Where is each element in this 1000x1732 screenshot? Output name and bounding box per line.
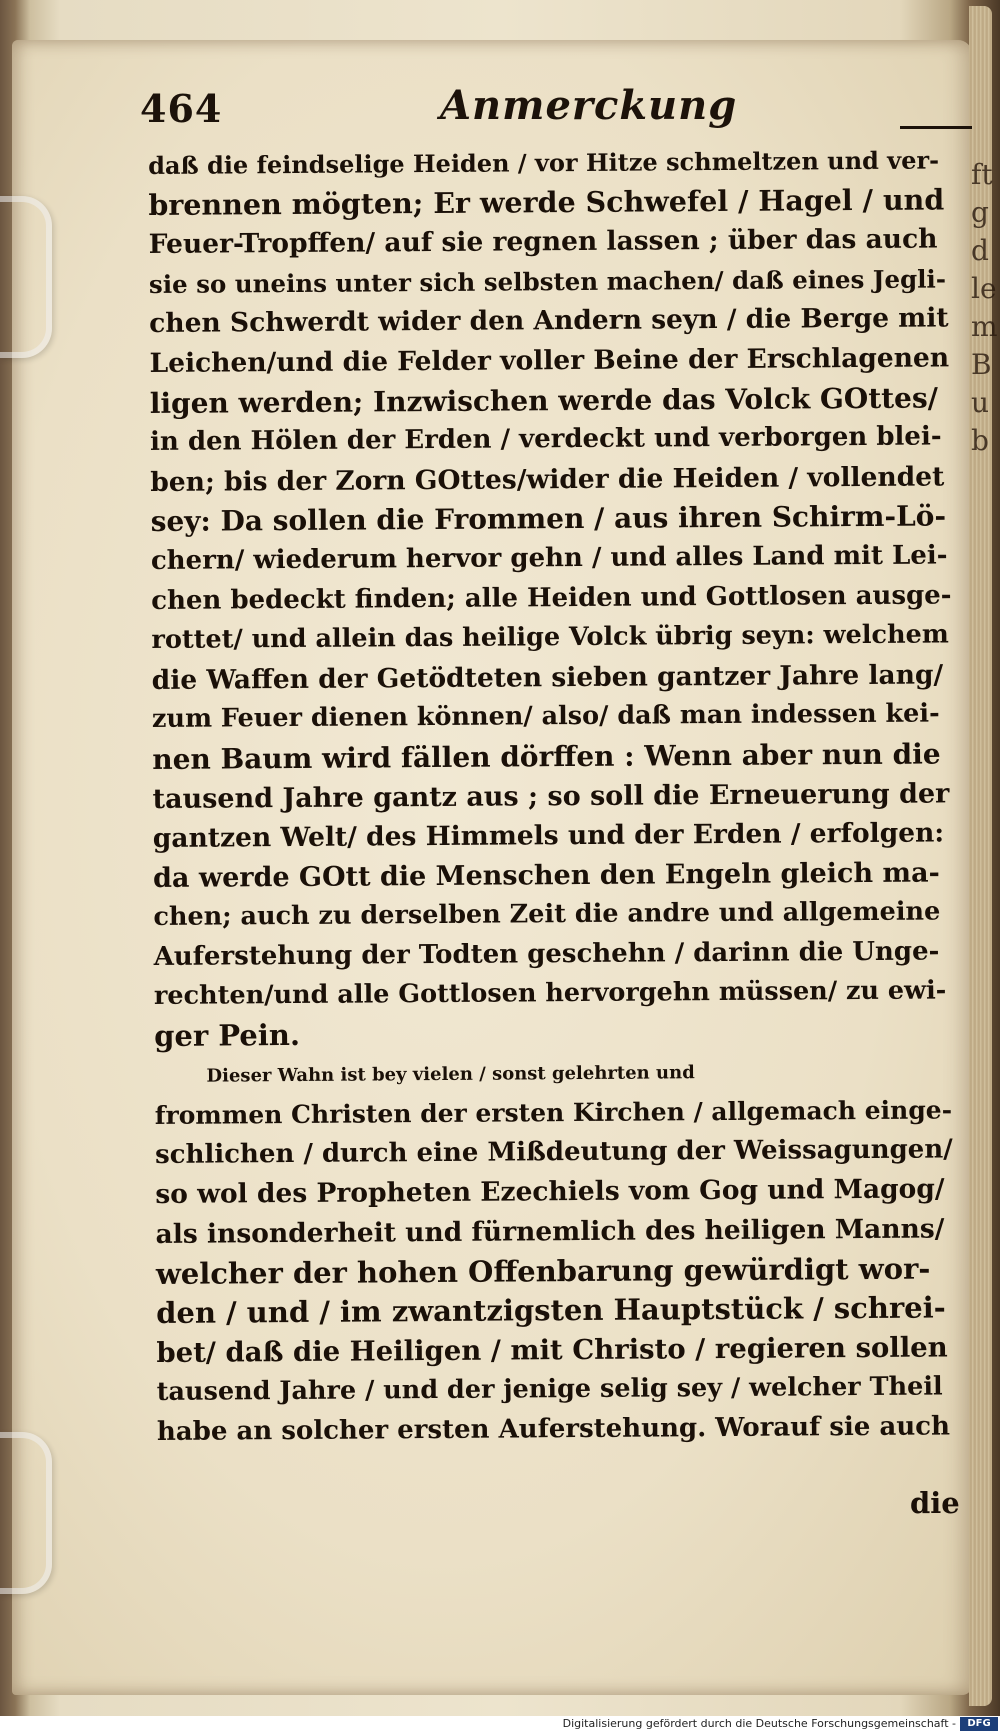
text-line: bet/ daß die Heiligen / mit Christo / regieren sollen xyxy=(156,1331,948,1369)
body-text xyxy=(148,140,957,1452)
text-line: in den Hölen der Erden / verdeckt und verborgen blei- xyxy=(149,421,942,458)
header-rule xyxy=(900,126,972,129)
digitization-credit: Digitalisierung gefördert durch die Deutsche Forschungsgemeinschaft - xyxy=(562,1717,956,1730)
text-line: chen Schwerdt wider den Andern seyn / die Berge mit xyxy=(149,302,949,340)
catchword: die xyxy=(910,1486,960,1520)
text-line: schlichen / durch eine Mißdeutung der Weissagungen/ xyxy=(154,1134,953,1170)
page-header xyxy=(140,82,950,136)
text-line: die Waffen der Getödteten sieben gantzer Jahre lang/ xyxy=(151,659,944,696)
text-line: zum Feuer dienen können/ also/ daß man indessen kei- xyxy=(151,698,940,735)
text-line: Feuer-Tropffen/ auf sie regnen lassen ; über das auch xyxy=(148,223,938,261)
text-line: den / und / im zwantzigsten Hauptstück / schrei- xyxy=(156,1290,946,1331)
text-line: rottet/ und allein das heilige Volck übrig seyn: welchem xyxy=(151,619,949,656)
paragraph-start-line: Dieser Wahn ist bey vielen / sonst gelehrten und xyxy=(206,1061,695,1087)
running-head: Anmerckung xyxy=(440,82,738,129)
text-line: tausend Jahre gantz aus ; so soll die Erneuerung der xyxy=(152,777,950,815)
text-line: rechten/und alle Gottlosen hervorgehn müssen/ zu ewi- xyxy=(153,975,947,1012)
page-clip-top xyxy=(0,196,52,358)
text-line: ger Pein. xyxy=(154,1018,301,1054)
text-line: da werde GOtt die Menschen den Engeln gleich ma- xyxy=(153,857,940,894)
text-line: ben; bis der Zorn GOttes/wider die Heiden / vollendet xyxy=(150,461,945,498)
text-line: gantzen Welt/ des Himmels und der Erden / erfolgen: xyxy=(152,817,945,855)
page-number: 464 xyxy=(140,86,223,131)
text-line: chern/ wiederum hervor gehn / und alles Land mit Lei- xyxy=(150,540,948,576)
facing-page-fragments: ft g d le m B u b xyxy=(971,158,998,457)
text-line: welcher der hohen Offenbarung gewürdigt wor- xyxy=(155,1251,931,1291)
text-line: als insonderheit und fürnemlich des heiligen Manns/ xyxy=(155,1213,945,1251)
text-line: nen Baum wird fällen dörffen : Wenn aber nun die xyxy=(152,737,941,776)
page-clip-bottom xyxy=(0,1432,52,1594)
dfg-logo: DFG xyxy=(960,1717,998,1731)
text-line: daß die feindselige Heiden / vor Hitze schmeltzen und ver- xyxy=(148,145,940,180)
text-line: chen; auch zu derselben Zeit die andre und allgemeine xyxy=(153,896,941,933)
text-line: Auferstehung der Todten geschehn / darinn die Unge- xyxy=(153,936,940,972)
text-line: chen bedeckt finden; alle Heiden und Gottlosen ausge- xyxy=(151,579,952,616)
text-line: Leichen/und die Felder voller Beine der Erschlagenen xyxy=(149,342,950,379)
text-line: ligen werden; Inzwischen werde das Volck GOttes/ xyxy=(149,381,939,420)
text-line: frommen Christen der ersten Kirchen / allgemach einge- xyxy=(154,1095,953,1131)
text-line: so wol des Propheten Ezechiels vom Gog und Magog/ xyxy=(155,1173,945,1211)
footer-bar xyxy=(0,1716,1000,1732)
text-line: sey: Da sollen die Frommen / aus ihren Schirm-Lö- xyxy=(150,499,947,539)
text-line: sie so uneins unter sich selbsten machen/ daß eines Jegli- xyxy=(148,264,947,299)
facing-page-edge xyxy=(969,6,998,1706)
text-line: brennen mögten; Er werde Schwefel / Hagel / und xyxy=(148,182,945,222)
text-line: tausend Jahre / und der jenige selig sey / welcher Theil xyxy=(156,1371,943,1408)
text-line: habe an solcher ersten Auferstehung. Worauf sie auch xyxy=(156,1411,951,1447)
